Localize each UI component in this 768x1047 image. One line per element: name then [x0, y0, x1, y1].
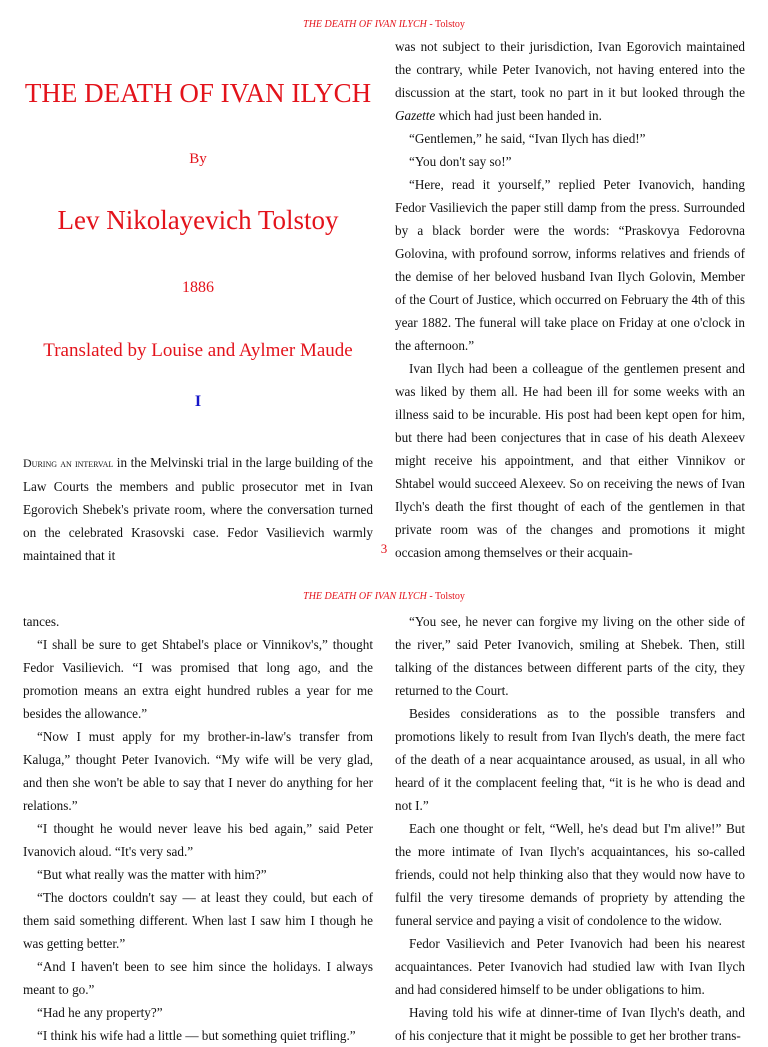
paragraph: Having told his wife at dinner-time of Ivan Ilych's death, and of his conjecture that it might be possible to get her brother trans-	[395, 1005, 745, 1043]
chapter-heading: I	[194, 393, 202, 410]
right-column-text	[395, 35, 745, 564]
paragraph: Each one thought or felt, “Well, he's dead but I'm alive!” But the more intimate of Ivan Ilych's acquaintances, his so-called friends, could not help thinking also that they would now have to fulfil the very tiresome demands of propriety by attending the funeral service and paying a visit of condolence to the widow.	[395, 821, 745, 928]
running-head-author: Tolstoy	[435, 591, 465, 602]
paragraph: Besides considerations as to the possible transfers and promotions likely to result from Ivan Ilych's death, the mere fact of the death of a near acquaintance aroused, as usual, in all who heard of it the complacent feeling that, “it is he who is dead and not I.”	[395, 706, 745, 813]
paragraph: “I thought he would never leave his bed again,” said Peter Ivanovich aloud. “It's very sad.”	[23, 821, 373, 859]
paragraph-text: which had just been handed in.	[435, 108, 602, 123]
running-head-title: THE DEATH OF IVAN ILYCH	[303, 591, 427, 602]
paragraph: “Had he any property?”	[37, 1005, 163, 1020]
left-column-text	[23, 438, 373, 580]
book-title: THE DEATH OF IVAN ILYCH	[24, 78, 372, 108]
running-head-separator: -	[426, 591, 435, 602]
page-4	[0, 580, 768, 1043]
paragraph: “Gentlemen,” he said, “Ivan Ilych has died!”	[409, 131, 646, 146]
translator-credit: Translated by Louise and Aylmer Maude	[43, 340, 353, 361]
paragraph: “Here, read it yourself,” replied Peter Ivanovich, handing Fedor Vasilievich the paper still damp from the press. Surrounded by a black border were the words: “Praskovya Fedorovna Golovina, with profound sorrow, informs relatives and friends of the demise of her beloved husband Ivan Ilych Golovin, Member of the Court of Justice, which occurred on February the 4th of this year 1882. The funeral will take place on Friday at one o'clock in the afternoon.”	[395, 177, 745, 353]
paragraph: “And I haven't been to see him since the holidays. I always meant to go.”	[23, 959, 373, 997]
left-column-text	[23, 610, 373, 1047]
paragraph: “I shall be sure to get Shtabel's place or Vinnikov's,” thought Fedor Vasilievich. “I was promised that long ago, and the promotion means an extra eight hundred rubles a year for me besides the allowance.”	[23, 637, 373, 721]
running-head	[0, 19, 768, 30]
paragraph: “You don't say so!”	[409, 154, 512, 169]
opening-small-caps: During an interval	[23, 456, 114, 471]
paragraph: Ivan Ilych had been a colleague of the gentlemen present and was liked by them all. He had been ill for some weeks with an illness said to be incurable. His post had been kept open for him, but there had been conjectures that in case of his death Alexeev might receive his appointment, and that either Vinnikov or Shtabel would succeed Alexeev. So on receiving the news of Ivan Ilych's death the first thought of each of the gentlemen in that private room was of the changes and promotions it might occasion among themselves or their acquain-	[395, 361, 745, 560]
paragraph: “I think his wife had a little — but something quiet trifling.”	[37, 1028, 356, 1043]
paragraph: “The doctors couldn't say — at least they could, but each of them said something different. When last I saw him I though he was getting better.”	[23, 890, 373, 951]
author-name: Lev Nikolayevich Tolstoy	[57, 205, 339, 235]
paragraph: Fedor Vasilievich and Peter Ivanovich had been his nearest acquaintances. Peter Ivanovich had studied law with Ivan Ilych and had considered himself to be under obligations to him.	[395, 936, 745, 997]
paragraph: “Now I must apply for my brother-in-law's transfer from Kaluga,” thought Peter Ivanovich. “My wife will be very glad, and then she won't be able to say that I never do anything for her relations.”	[23, 729, 373, 813]
paragraph-text: was not subject to their jurisdiction, Ivan Egorovich maintained the contrary, while Peter Ivanovich, not having entered into the discussion at the start, took no part in it but looked through the	[395, 39, 745, 100]
publication-year: 1886	[182, 279, 214, 296]
paragraph: “You see, he never can forgive my living on the other side of the river,” said Peter Ivanovich, smiling at Shebek. Then, still talking of the distances between different parts of the city, they returned to the Court.	[395, 614, 745, 698]
running-head	[0, 591, 768, 602]
gazette-title: Gazette	[395, 108, 436, 123]
right-column-text	[395, 610, 745, 1047]
paragraph	[395, 35, 745, 127]
byline: By	[189, 151, 207, 167]
page-number: 3	[380, 541, 388, 556]
opening-paragraph: in the Melvinski trial in the large building of the Law Courts the members and public prosecutor met in Ivan Egorovich Shebek's private room, where the conversation turned on the celebrated Krasovski case. Fedor Vasilievich warmly maintained that it	[23, 455, 373, 564]
paragraph: tances.	[23, 614, 60, 629]
running-head-separator: -	[426, 19, 435, 30]
running-head-title: THE DEATH OF IVAN ILYCH	[303, 19, 427, 30]
paragraph: “But what really was the matter with him?”	[37, 867, 267, 882]
running-head-author: Tolstoy	[435, 19, 465, 30]
